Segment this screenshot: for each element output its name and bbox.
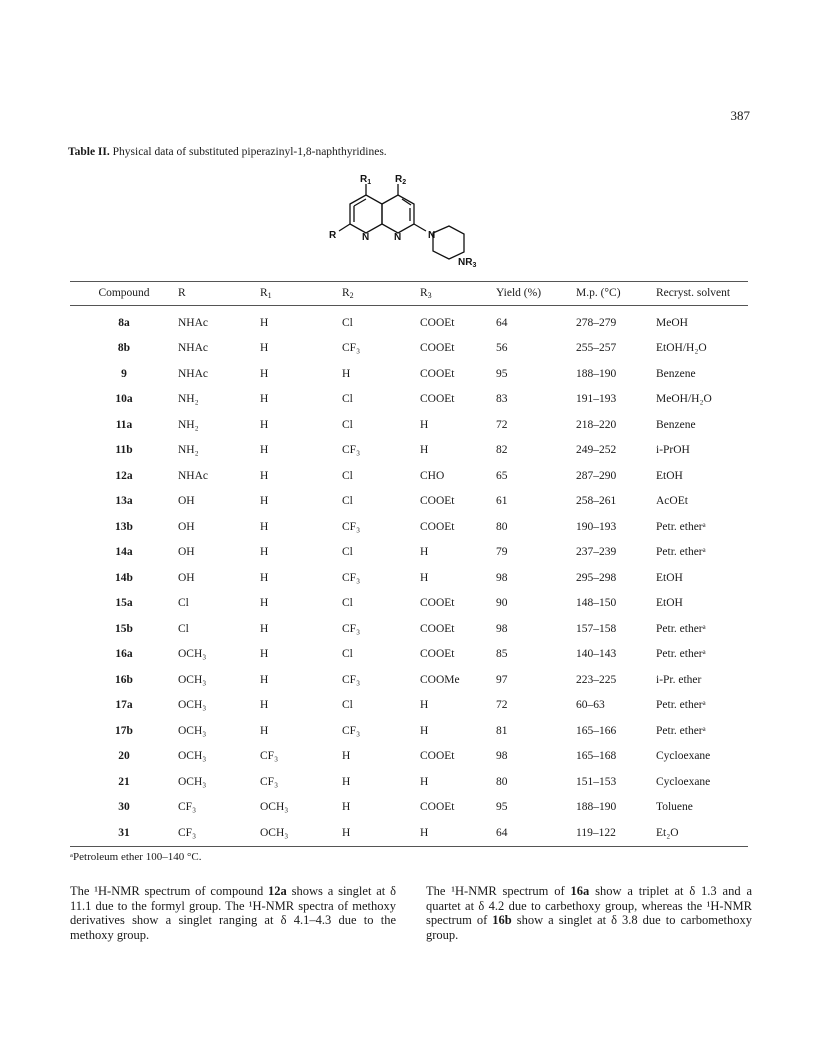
cell-solvent: EtOH [656,597,683,610]
cell-mp: 190–193 [576,520,617,533]
cell-r2: Cl [342,418,353,431]
cell-solvent: Benzene [656,367,696,380]
cell-compound: 17a [115,699,133,712]
table-row [70,820,748,846]
cell-mp: 295–298 [576,571,617,584]
cell-mp: 148–150 [576,597,617,610]
header-r1: $R_1$ [260,286,272,300]
table-row [70,306,748,336]
cell-r: CF₃ [178,826,197,839]
cell-yield: 81 [496,724,508,737]
table-footnote: ᵃPetroleum ether 100–140 °C. [70,851,202,863]
r2-label: $R_2$ [395,174,407,186]
n1-label: N [362,232,370,243]
cell-r: NH₂ [178,444,199,457]
cell-solvent: EtOH [656,469,683,482]
cell-r: OCH₃ [178,750,207,763]
cell-yield: 61 [496,495,508,508]
cell-r2: Cl [342,597,353,610]
cell-r2: Cl [342,495,353,508]
cell-solvent: EtOH/H₂O [656,342,707,355]
cell-r: OCH₃ [178,775,207,788]
cell-compound: 14b [115,571,133,584]
cell-solvent: Petr. etherᵃ [656,648,706,661]
cell-solvent: Petr. etherᵃ [656,724,706,737]
header-r2: $R_2$ [342,286,354,300]
cell-r3: COOEt [420,597,455,610]
cell-mp: 249–252 [576,444,617,457]
cell-mp: 119–122 [576,826,616,839]
cell-r3: COOEt [420,520,455,533]
cell-solvent: Petr. etherᵃ [656,546,706,559]
cell-r2: CF₃ [342,571,361,584]
paragraph-left: The ¹H-NMR spectrum of compound 12a shows a singlet at δ 11.1 due to the formyl group. The ¹H-NMR spectra of methoxy derivatives show a singlet ranging at δ 4.1–4.3 due to the methoxy group. [70,884,396,942]
page-number: 387 [730,108,750,123]
n8-label: N [394,232,402,243]
cell-yield: 80 [496,520,508,533]
cell-yield: 90 [496,597,508,610]
cell-r3: COOEt [420,367,455,380]
cell-solvent: Cycloexane [656,750,711,763]
cell-r1: OCH₃ [260,826,289,839]
cell-r: NHAc [178,342,209,355]
cell-r: NHAc [178,469,209,482]
cell-r: CF₃ [178,801,197,814]
cell-r3: COOEt [420,495,455,508]
table-row [70,412,748,438]
cell-r3: CHO [420,469,445,482]
r-label: R [329,230,337,241]
cell-r: Cl [178,622,189,635]
cell-solvent: Petr. etherᵃ [656,520,706,533]
table-caption [68,146,387,158]
cell-r2: Cl [342,699,353,712]
cell-r2: H [342,826,351,839]
cell-r: OCH₃ [178,648,207,661]
cell-r2: H [342,750,351,763]
cell-solvent: Toluene [656,801,693,814]
cell-yield: 82 [496,444,508,457]
cell-r3: H [420,775,429,788]
cell-r2: Cl [342,393,353,406]
cell-r3: COOMe [420,673,460,686]
cell-mp: 223–225 [576,673,617,686]
table-row [70,769,748,795]
cell-yield: 79 [496,546,508,559]
cell-r1: H [260,316,269,329]
physical-data-table [70,281,748,847]
cell-mp: 140–143 [576,648,617,661]
table-label: Table II. [68,146,110,158]
cell-yield: 97 [496,673,508,686]
table-body [70,306,748,847]
cell-mp: 258–261 [576,495,617,508]
cell-solvent: EtOH [656,571,683,584]
table-row [70,718,748,744]
cell-mp: 255–257 [576,342,617,355]
cell-compound: 8b [117,342,131,355]
cell-r3: H [420,571,429,584]
cell-r3: COOEt [420,750,455,763]
table-row [70,387,748,413]
cell-mp: 188–190 [576,801,617,814]
cell-r: OH [178,495,195,508]
cell-solvent: Benzene [656,418,696,431]
cell-r: OH [178,571,195,584]
cell-r1: H [260,699,269,712]
cell-yield: 95 [496,367,508,380]
cell-compound: 15b [115,622,133,635]
cell-mp: 218–220 [576,418,617,431]
table-row [70,489,748,515]
cell-solvent: i-PrOH [656,444,690,457]
header-yield: Yield (%) [496,287,542,299]
cell-r3: COOEt [420,801,455,814]
cell-r2: H [342,775,351,788]
table-row [70,591,748,617]
cell-compound: 12a [115,469,133,482]
cell-r: OH [178,520,195,533]
cell-r1: CF₃ [260,750,279,763]
cell-r2: H [342,801,351,814]
cell-yield: 98 [496,622,508,635]
cell-solvent: AcOEt [656,495,688,508]
cell-r1: H [260,393,269,406]
cell-r2: CF₃ [342,444,361,457]
cell-r: OH [178,546,195,559]
cell-r2: CF₃ [342,724,361,737]
cell-r: OCH₃ [178,699,207,712]
cell-solvent: Et₂O [656,826,679,839]
cell-r3: H [420,444,429,457]
ring-bonds [339,184,464,259]
header-compound: Compound [98,287,150,299]
cell-r3: H [420,546,429,559]
piperazine-n-label: N [428,230,436,241]
cell-compound: 31 [118,826,130,839]
table-row [70,336,748,362]
cell-yield: 95 [496,801,508,814]
cell-r1: H [260,546,269,559]
cell-r1: H [260,418,269,431]
table-row [70,361,748,387]
cell-r1: H [260,495,269,508]
table-row [70,565,748,591]
cell-solvent: Petr. etherᵃ [656,699,706,712]
cell-compound: 16b [115,673,133,686]
cell-yield: 64 [496,316,508,329]
cell-r3: COOEt [420,622,455,635]
cell-r1: CF₃ [260,775,279,788]
table-caption-text: Physical data of substituted piperazinyl-1,8-naphthyridines. [112,146,387,158]
cell-yield: 64 [496,826,508,839]
cell-compound: 14a [115,546,133,559]
cell-solvent: MeOH [656,316,688,329]
cell-r1: H [260,367,269,380]
cell-r2: CF₃ [342,520,361,533]
header-mp: M.p. (°C) [576,287,621,299]
nr3-label: $NR_3$ [458,257,477,269]
table-row [70,667,748,693]
cell-yield: 98 [496,571,508,584]
table-row [70,463,748,489]
cell-mp: 60–63 [576,699,605,712]
table-row [70,438,748,464]
cell-r2: H [342,367,351,380]
cell-mp: 165–166 [576,724,617,737]
cell-r2: CF₃ [342,622,361,635]
cell-compound: 16a [115,648,133,661]
cell-yield: 85 [496,648,508,661]
cell-mp: 188–190 [576,367,617,380]
cell-mp: 165–168 [576,750,617,763]
table-row [70,795,748,821]
cell-compound: 21 [118,775,130,788]
cell-r1: H [260,571,269,584]
cell-solvent: i-Pr. ether [656,673,702,686]
cell-r2: CF₃ [342,342,361,355]
cell-r2: Cl [342,648,353,661]
cell-yield: 83 [496,393,508,406]
cell-r1: H [260,648,269,661]
cell-solvent: MeOH/H₂O [656,393,712,406]
cell-mp: 237–239 [576,546,617,559]
cell-r3: H [420,724,429,737]
cell-r1: H [260,597,269,610]
cell-r: NHAc [178,367,209,380]
cell-solvent: Cycloexane [656,775,711,788]
cell-mp: 157–158 [576,622,617,635]
cell-r2: Cl [342,469,353,482]
cell-compound: 13a [115,495,133,508]
table-row [70,514,748,540]
cell-r3: COOEt [420,393,455,406]
header-r: R [178,287,186,299]
table-header-row [70,282,748,306]
cell-compound: 10a [115,393,133,406]
cell-r2: Cl [342,316,353,329]
cell-compound: 13b [115,520,133,533]
header-solvent: Recryst. solvent [656,287,731,299]
cell-compound: 20 [118,750,130,763]
cell-r1: H [260,724,269,737]
cell-compound: 11b [115,444,133,457]
cell-mp: 287–290 [576,469,617,482]
cell-r: Cl [178,597,189,610]
cell-mp: 278–279 [576,316,617,329]
cell-r: NHAc [178,316,209,329]
table-row [70,540,748,566]
cell-compound: 9 [121,367,127,380]
cell-r1: H [260,342,269,355]
cell-r1: H [260,673,269,686]
cell-mp: 191–193 [576,393,617,406]
cell-mp: 151–153 [576,775,617,788]
paragraph-right: The ¹H-NMR spectrum of 16a show a triplet at δ 1.3 and a quartet at δ 4.2 due to carbethoxy group, whereas the ¹H-NMR spectrum of 16b show a singlet at δ 3.8 due to carbomethoxy group. [426,884,752,942]
cell-yield: 80 [496,775,508,788]
cell-yield: 72 [496,418,508,431]
cell-r1: OCH₃ [260,801,289,814]
table-row [70,642,748,668]
cell-yield: 72 [496,699,508,712]
header-r3: $R_3$ [420,286,432,300]
cell-r2: Cl [342,546,353,559]
cell-compound: 30 [118,801,130,814]
cell-compound: 15a [115,597,133,610]
cell-compound: 11a [115,418,133,431]
cell-r2: CF₃ [342,673,361,686]
table-row [70,744,748,770]
cell-compound: 8a [118,316,130,329]
cell-r: OCH₃ [178,673,207,686]
cell-r1: H [260,469,269,482]
cell-r1: H [260,520,269,533]
cell-r1: H [260,444,269,457]
cell-r: NH₂ [178,418,199,431]
cell-r3: COOEt [420,648,455,661]
cell-r3: COOEt [420,342,455,355]
table-row [70,693,748,719]
r1-label: $R_1$ [360,174,372,186]
cell-yield: 65 [496,469,508,482]
naphthyridine-structure-diagram [318,172,498,278]
cell-r: NH₂ [178,393,199,406]
cell-r3: COOEt [420,316,455,329]
cell-r1: H [260,622,269,635]
cell-yield: 98 [496,750,508,763]
table-row [70,616,748,642]
cell-r3: H [420,699,429,712]
cell-compound: 17b [115,724,133,737]
cell-yield: 56 [496,342,508,355]
cell-r3: H [420,418,429,431]
cell-r3: H [420,826,429,839]
cell-r: OCH₃ [178,724,207,737]
cell-solvent: Petr. etherᵃ [656,622,706,635]
